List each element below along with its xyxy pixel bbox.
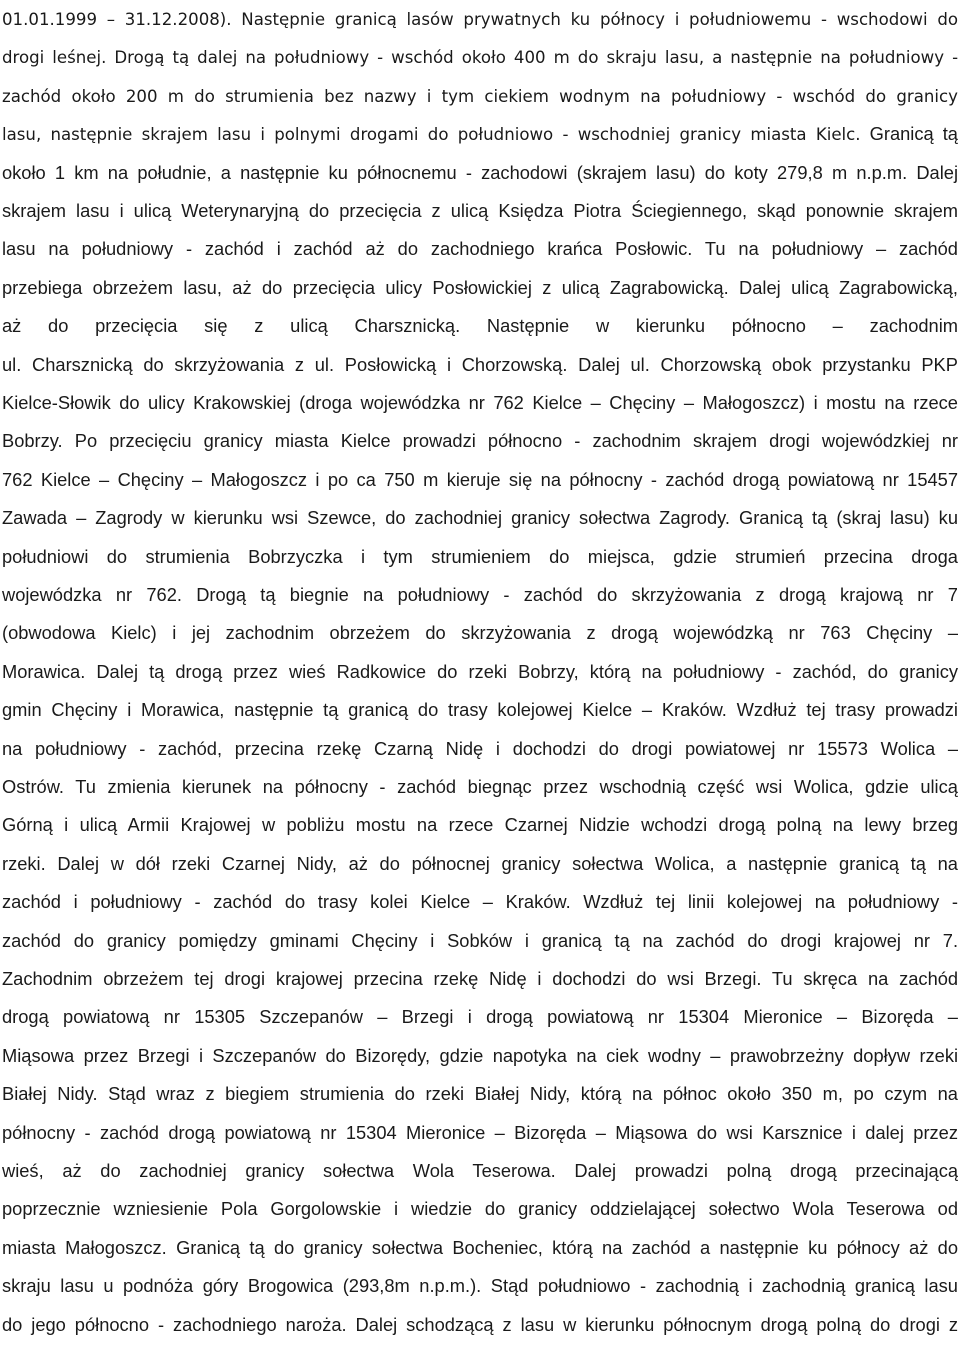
- text-line: [2, 1153, 958, 1189]
- text-line: [2, 270, 958, 306]
- text-line: [2, 1038, 958, 1074]
- text-segment: rzeki. Dalej w dół rzeki Czarnej Nidy, aż do północnej granicy sołectwa Wolica, a następnie granicą tą na: [2, 852, 958, 874]
- text-segment: wieś, aż do zachodniej granicy sołectwa Wola Teserowa. Dalej prowadzi polną drogą przecinającą: [2, 1160, 958, 1181]
- text-line: [2, 1076, 958, 1112]
- text-segment: Zawada – Zagrody w kierunku wsi Szewce, do zachodniej granicy sołectwa Zagrody. Granicą tą (skraj lasu) ku: [2, 507, 958, 529]
- text-segment: drogi leśnej. Drogą tą dalej na południowy - wschód około 400 m do skraju lasu, a następnie na południowy -: [2, 48, 958, 68]
- text-segment: (obwodowa Kielc) i jej zachodnim obrzeżem do skrzyżowania z drogą wojewódzką nr 763 Chęciny –: [2, 622, 958, 644]
- text-line: [2, 961, 958, 997]
- text-segment: miasta Małogoszcz. Granicą tą do granicy sołectwa Bocheniec, którą na zachód a następnie ku północy aż do: [2, 1236, 958, 1258]
- text-line: [2, 1268, 958, 1304]
- text-segment: 762 Kielce – Chęciny – Małogoszcz i po ca 750 m kieruje się na północny - zachód drogą powiatową nr 15457: [2, 468, 958, 490]
- text-line: [2, 500, 958, 536]
- text-line: [2, 692, 958, 728]
- text-line: [2, 615, 958, 651]
- text-segment: wojewódzka nr 762. Drogą tą biegnie na południowy - zachód do skrzyżowania z drogą krajową nr 7: [2, 584, 958, 605]
- text-segment: 01.01.1999 – 31.12.2008). Następnie granicą lasów prywatnych ku północy i południowemu - wschodowi do: [2, 10, 958, 29]
- text-segment: na południowy - zachód, przecina rzekę Czarną Nidę i dochodzi do drogi powiatowej nr 15573 Wolica –: [2, 737, 958, 759]
- text-line: [2, 884, 958, 920]
- text-line: [2, 846, 958, 882]
- text-line: [2, 39, 958, 75]
- text-segment: lasu na południowy - zachód i zachód aż do zachodniego krańca Posłowic. Tu na południowy – zachód: [2, 238, 958, 260]
- text-line: [2, 539, 958, 575]
- text-segment: Miąsowa przez Brzegi i Szczepanów do Bizorędy, gdzie napotyka na ciek wodny – prawobrzeżny dopływ rzeki: [2, 1044, 958, 1066]
- text-segment: Morawica. Dalej tą drogą przez wieś Radkowice do rzeki Bobrzy, którą na południowy - zachód, do granicy: [2, 660, 958, 682]
- text-line: [2, 347, 958, 383]
- text-segment: gmin Chęciny i Morawica, następnie tą granicą do trasy kolejowej Kielce – Kraków. Wzdłuż tej trasy prowadzi: [2, 699, 958, 721]
- text-segment: zachód i południowy - zachód do trasy kolei Kielce – Kraków. Wzdłuż tej linii kolejowej na południowy -: [2, 891, 958, 913]
- text-line: [2, 1307, 958, 1343]
- text-line: [2, 654, 958, 690]
- text-line: [2, 1191, 958, 1227]
- text-line: [2, 231, 958, 267]
- text-line: [2, 769, 958, 805]
- text-line: [2, 308, 958, 344]
- text-segment: Kielce-Słowik do ulicy Krakowskiej (droga wojewódzka nr 762 Kielce – Chęciny – Małogoszcz) i mostu na rzece: [2, 392, 958, 413]
- text-line: [2, 155, 958, 191]
- text-segment: drogą powiatową nr 15305 Szczepanów – Brzegi i drogą powiatową nr 15304 Mieronice – Bizoręda –: [2, 1006, 958, 1028]
- text-segment: skraju lasu u podnóża góry Brogowica (293,8m n.p.m.). Stąd południowo - zachodnią i zachodnią granicą lasu: [2, 1275, 958, 1297]
- text-segment: południowi do strumienia Bobrzyczka i tym strumieniem do miejsca, gdzie strumień przecina droga: [2, 545, 958, 567]
- text-segment: około 1 km na południe, a następnie ku północnemu - zachodowi (skrajem lasu) do koty 279,8 m n.p.m. Dalej: [2, 161, 958, 183]
- text-line: [2, 423, 958, 459]
- text-segment: północny - zachód drogą powiatową nr 15304 Mieronice – Bizoręda – Miąsowa do wsi Karsznice i dalej przez: [2, 1121, 958, 1143]
- text-segment: przebiega obrzeżem lasu, aż do przecięcia ulicy Posłowickiej z ulicą Zagrabowicką. Dalej ulicą Zagrabowicką,: [2, 276, 958, 298]
- text-line: [2, 385, 958, 421]
- text-segment: skrajem lasu i ulicą Weterynaryjną do przecięcia z ulicą Księdza Piotra Ściegiennego, skąd ponownie skrajem: [2, 200, 958, 221]
- text-line: [2, 731, 958, 767]
- text-segment: ul. Charsznicką do skrzyżowania z ul. Posłowicką i Chorzowską. Dalej ul. Chorzowską obok przystanku PKP: [2, 353, 958, 375]
- text-segment: Białej Nidy. Stąd wraz z biegiem strumienia do rzeki Białej Nidy, którą na północ około 350 m, po czym na: [2, 1083, 958, 1105]
- text-segment: lasu, następnie skrajem lasu i polnymi drogami do południowo - wschodniej granicy miasta Kielc.: [2, 125, 861, 145]
- text-line: [2, 462, 958, 498]
- text-segment: Ostrów. Tu zmienia kierunek na północny - zachód biegnąc przez wschodnią część wsi Wolica, gdzie ulicą: [2, 776, 958, 797]
- text-segment: Zachodnim obrzeżem tej drogi krajowej przecina rzekę Nidę i dochodzi do wsi Brzegi. Tu skręca na zachód: [2, 968, 958, 989]
- text-line: [2, 1230, 958, 1266]
- text-segment: Granicą tą: [860, 123, 958, 145]
- text-line: [2, 999, 958, 1035]
- text-segment: zachód około 200 m do strumienia bez nazwy i tym ciekiem wodnym na południowy - wschód do granicy: [2, 86, 958, 106]
- text-line: [2, 923, 958, 959]
- text-line: [2, 1, 958, 37]
- text-line: [2, 116, 958, 152]
- text-segment: Górną i ulicą Armii Krajowej w pobliżu mostu na rzece Czarnej Nidzie wchodzi drogą polną na lewy brzeg: [2, 814, 958, 836]
- text-segment: aż do przecięcia się z ulicą Charsznicką. Następnie w kierunku północno – zachodnim: [2, 315, 958, 337]
- text-segment: zachód do granicy pomiędzy gminami Chęciny i Sobków i granicą tą na zachód do drogi krajowej nr 7.: [2, 929, 958, 951]
- text-line: [2, 1115, 958, 1151]
- text-line: [2, 78, 958, 114]
- text-line: [2, 807, 958, 843]
- text-line: [2, 193, 958, 229]
- text-segment: do jego północno - zachodniego naroża. Dalej schodzącą z lasu w kierunku północnym drogą polną do drogi z: [2, 1313, 958, 1335]
- text-segment: Bobrzy. Po przecięciu granicy miasta Kielce prowadzi północno - zachodnim skrajem drogi wojewódzkiej nr: [2, 430, 958, 452]
- text-segment: poprzecznie wzniesienie Pola Gorgolowskie i wiedzie do granicy oddzielającej sołectwo Wola Teserowa od: [2, 1198, 958, 1220]
- text-line: [2, 577, 958, 613]
